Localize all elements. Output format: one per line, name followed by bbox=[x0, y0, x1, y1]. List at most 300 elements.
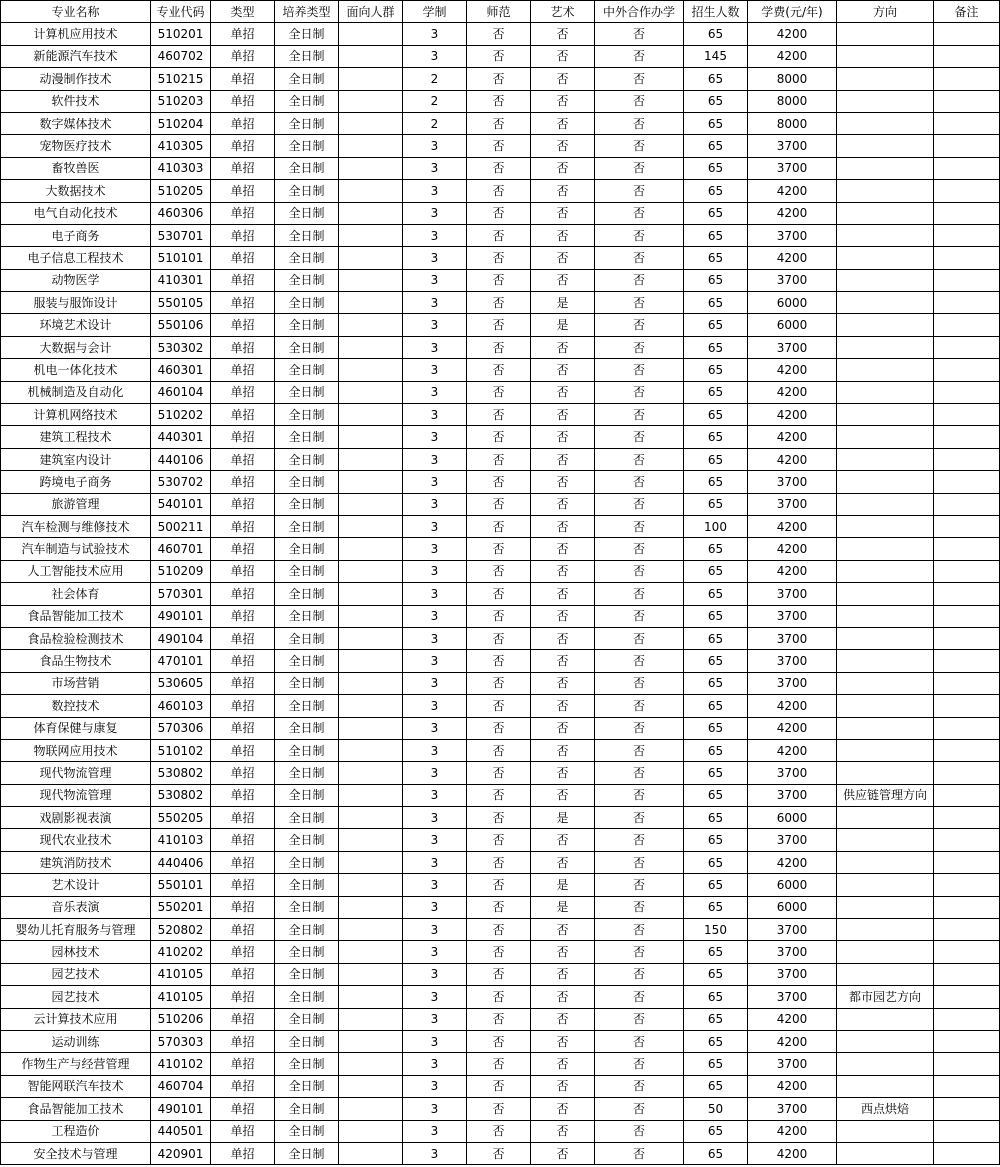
table-row bbox=[1, 515, 1000, 537]
enrollment-cell: 50 bbox=[684, 1098, 748, 1120]
normal-cell: 否 bbox=[467, 583, 531, 605]
major-name-header: 专业名称 bbox=[1, 1, 151, 23]
direction-cell bbox=[837, 45, 934, 67]
major-name-cell: 旅游管理 bbox=[1, 493, 151, 515]
enrollment-cell: 65 bbox=[684, 135, 748, 157]
target-group-cell bbox=[339, 986, 403, 1008]
table-row bbox=[1, 762, 1000, 784]
joint-program-cell: 否 bbox=[595, 739, 684, 761]
target-group-cell bbox=[339, 493, 403, 515]
enrollment-cell: 65 bbox=[684, 1120, 748, 1142]
joint-program-cell: 否 bbox=[595, 157, 684, 179]
duration-cell: 3 bbox=[403, 224, 467, 246]
major-name-cell: 跨境电子商务 bbox=[1, 471, 151, 493]
major-code-cell: 490101 bbox=[151, 605, 211, 627]
type-cell: 单招 bbox=[211, 762, 275, 784]
normal-cell: 否 bbox=[467, 157, 531, 179]
direction-cell bbox=[837, 1053, 934, 1075]
remarks-cell bbox=[934, 1030, 1000, 1052]
tuition-cell: 6000 bbox=[748, 292, 837, 314]
major-code-cell: 410105 bbox=[151, 963, 211, 985]
table-row bbox=[1, 112, 1000, 134]
direction-cell: 供应链管理方向 bbox=[837, 784, 934, 806]
training-type-cell: 全日制 bbox=[275, 963, 339, 985]
major-code-cell: 410303 bbox=[151, 157, 211, 179]
major-name-cell: 建筑消防技术 bbox=[1, 851, 151, 873]
art-cell: 否 bbox=[531, 381, 595, 403]
table-row bbox=[1, 717, 1000, 739]
duration-cell: 2 bbox=[403, 90, 467, 112]
art-cell: 是 bbox=[531, 874, 595, 896]
table-row bbox=[1, 896, 1000, 918]
art-cell: 否 bbox=[531, 605, 595, 627]
art-cell: 否 bbox=[531, 1120, 595, 1142]
major-code-cell: 570301 bbox=[151, 583, 211, 605]
table-row bbox=[1, 605, 1000, 627]
joint-program-cell: 否 bbox=[595, 1075, 684, 1097]
major-name-cell: 食品检验检测技术 bbox=[1, 627, 151, 649]
major-name-cell: 电子商务 bbox=[1, 224, 151, 246]
joint-program-cell: 否 bbox=[595, 1142, 684, 1164]
art-cell: 否 bbox=[531, 538, 595, 560]
training-type-cell: 全日制 bbox=[275, 941, 339, 963]
table-row bbox=[1, 1120, 1000, 1142]
duration-cell: 3 bbox=[403, 762, 467, 784]
tuition-cell: 4200 bbox=[748, 202, 837, 224]
remarks-cell bbox=[934, 359, 1000, 381]
major-name-cell: 服装与服饰设计 bbox=[1, 292, 151, 314]
art-cell: 否 bbox=[531, 627, 595, 649]
major-name-cell: 园艺技术 bbox=[1, 986, 151, 1008]
tuition-cell: 4200 bbox=[748, 695, 837, 717]
tuition-cell: 3700 bbox=[748, 583, 837, 605]
enrollment-cell: 150 bbox=[684, 919, 748, 941]
enrollment-cell: 65 bbox=[684, 695, 748, 717]
remarks-cell bbox=[934, 986, 1000, 1008]
normal-cell: 否 bbox=[467, 224, 531, 246]
direction-cell bbox=[837, 739, 934, 761]
training-type-cell: 全日制 bbox=[275, 695, 339, 717]
remarks-cell bbox=[934, 762, 1000, 784]
remarks-cell bbox=[934, 224, 1000, 246]
art-cell: 否 bbox=[531, 180, 595, 202]
art-cell: 否 bbox=[531, 68, 595, 90]
major-name-cell: 机械制造及自动化 bbox=[1, 381, 151, 403]
training-type-cell: 全日制 bbox=[275, 874, 339, 896]
tuition-cell: 4200 bbox=[748, 1030, 837, 1052]
training-type-cell: 全日制 bbox=[275, 807, 339, 829]
joint-program-cell: 否 bbox=[595, 515, 684, 537]
type-cell: 单招 bbox=[211, 269, 275, 291]
type-cell: 单招 bbox=[211, 292, 275, 314]
enrollment-cell: 65 bbox=[684, 1053, 748, 1075]
joint-program-cell: 否 bbox=[595, 807, 684, 829]
target-group-cell bbox=[339, 941, 403, 963]
joint-program-cell: 否 bbox=[595, 314, 684, 336]
training-type-cell: 全日制 bbox=[275, 986, 339, 1008]
duration-cell: 3 bbox=[403, 381, 467, 403]
duration-cell: 3 bbox=[403, 202, 467, 224]
type-cell: 单招 bbox=[211, 919, 275, 941]
art-cell: 否 bbox=[531, 1008, 595, 1030]
target-group-cell bbox=[339, 381, 403, 403]
normal-cell: 否 bbox=[467, 68, 531, 90]
target-group-cell bbox=[339, 829, 403, 851]
remarks-cell bbox=[934, 1008, 1000, 1030]
direction-cell: 都市园艺方向 bbox=[837, 986, 934, 1008]
joint-program-cell: 否 bbox=[595, 784, 684, 806]
training-type-cell: 全日制 bbox=[275, 896, 339, 918]
type-cell: 单招 bbox=[211, 426, 275, 448]
normal-cell: 否 bbox=[467, 538, 531, 560]
duration-cell: 2 bbox=[403, 112, 467, 134]
normal-cell: 否 bbox=[467, 919, 531, 941]
target-group-cell bbox=[339, 963, 403, 985]
major-code-cell: 440106 bbox=[151, 448, 211, 470]
enrollment-cell: 65 bbox=[684, 986, 748, 1008]
training-type-cell: 全日制 bbox=[275, 1053, 339, 1075]
tuition-cell: 4200 bbox=[748, 1120, 837, 1142]
tuition-cell: 4200 bbox=[748, 739, 837, 761]
joint-program-cell: 否 bbox=[595, 180, 684, 202]
direction-cell bbox=[837, 627, 934, 649]
joint-program-cell: 否 bbox=[595, 762, 684, 784]
type-header: 类型 bbox=[211, 1, 275, 23]
normal-cell: 否 bbox=[467, 986, 531, 1008]
training-type-cell: 全日制 bbox=[275, 560, 339, 582]
training-type-cell: 全日制 bbox=[275, 336, 339, 358]
major-code-cell: 440301 bbox=[151, 426, 211, 448]
tuition-cell: 3700 bbox=[748, 1098, 837, 1120]
type-cell: 单招 bbox=[211, 471, 275, 493]
major-code-header: 专业代码 bbox=[151, 1, 211, 23]
normal-cell: 否 bbox=[467, 515, 531, 537]
art-cell: 否 bbox=[531, 851, 595, 873]
major-name-cell: 物联网应用技术 bbox=[1, 739, 151, 761]
type-cell: 单招 bbox=[211, 493, 275, 515]
major-name-cell: 云计算技术应用 bbox=[1, 1008, 151, 1030]
duration-cell: 3 bbox=[403, 538, 467, 560]
tuition-cell: 4200 bbox=[748, 359, 837, 381]
training-type-cell: 全日制 bbox=[275, 359, 339, 381]
tuition-cell: 3700 bbox=[748, 986, 837, 1008]
art-cell: 否 bbox=[531, 1075, 595, 1097]
art-header: 艺术 bbox=[531, 1, 595, 23]
table-row bbox=[1, 68, 1000, 90]
table-row bbox=[1, 426, 1000, 448]
major-name-cell: 安全技术与管理 bbox=[1, 1142, 151, 1164]
enrollment-cell: 65 bbox=[684, 426, 748, 448]
training-type-cell: 全日制 bbox=[275, 672, 339, 694]
direction-cell bbox=[837, 650, 934, 672]
type-cell: 单招 bbox=[211, 90, 275, 112]
normal-cell: 否 bbox=[467, 1053, 531, 1075]
training-type-cell: 全日制 bbox=[275, 627, 339, 649]
type-cell: 单招 bbox=[211, 135, 275, 157]
enrollment-cell: 65 bbox=[684, 23, 748, 45]
type-cell: 单招 bbox=[211, 1098, 275, 1120]
tuition-cell: 4200 bbox=[748, 426, 837, 448]
major-code-cell: 530802 bbox=[151, 784, 211, 806]
joint-program-cell: 否 bbox=[595, 896, 684, 918]
art-cell: 否 bbox=[531, 829, 595, 851]
enrollment-cell: 65 bbox=[684, 1008, 748, 1030]
art-cell: 否 bbox=[531, 650, 595, 672]
major-name-cell: 戏剧影视表演 bbox=[1, 807, 151, 829]
art-cell: 否 bbox=[531, 515, 595, 537]
major-name-cell: 汽车制造与试验技术 bbox=[1, 538, 151, 560]
type-cell: 单招 bbox=[211, 1008, 275, 1030]
major-code-cell: 490101 bbox=[151, 1098, 211, 1120]
target-group-cell bbox=[339, 292, 403, 314]
direction-cell bbox=[837, 90, 934, 112]
normal-cell: 否 bbox=[467, 695, 531, 717]
training-type-cell: 全日制 bbox=[275, 538, 339, 560]
major-code-cell: 410105 bbox=[151, 986, 211, 1008]
remarks-cell bbox=[934, 695, 1000, 717]
art-cell: 否 bbox=[531, 157, 595, 179]
joint-program-cell: 否 bbox=[595, 269, 684, 291]
tuition-cell: 4200 bbox=[748, 1075, 837, 1097]
type-cell: 单招 bbox=[211, 180, 275, 202]
tuition-cell: 3700 bbox=[748, 224, 837, 246]
direction-cell bbox=[837, 941, 934, 963]
table-row bbox=[1, 874, 1000, 896]
direction-cell bbox=[837, 292, 934, 314]
major-code-cell: 570303 bbox=[151, 1030, 211, 1052]
enrollment-cell: 65 bbox=[684, 1142, 748, 1164]
table-row bbox=[1, 1053, 1000, 1075]
normal-cell: 否 bbox=[467, 627, 531, 649]
normal-cell: 否 bbox=[467, 762, 531, 784]
training-type-cell: 全日制 bbox=[275, 292, 339, 314]
direction-cell bbox=[837, 560, 934, 582]
art-cell: 否 bbox=[531, 45, 595, 67]
remarks-cell bbox=[934, 851, 1000, 873]
art-cell: 否 bbox=[531, 1142, 595, 1164]
training-type-cell: 全日制 bbox=[275, 493, 339, 515]
normal-cell: 否 bbox=[467, 1075, 531, 1097]
type-cell: 单招 bbox=[211, 336, 275, 358]
duration-cell: 3 bbox=[403, 963, 467, 985]
major-code-cell: 510203 bbox=[151, 90, 211, 112]
remarks-cell bbox=[934, 1142, 1000, 1164]
joint-program-cell: 否 bbox=[595, 1030, 684, 1052]
remarks-cell bbox=[934, 493, 1000, 515]
art-cell: 否 bbox=[531, 135, 595, 157]
type-cell: 单招 bbox=[211, 851, 275, 873]
art-cell: 是 bbox=[531, 807, 595, 829]
major-code-cell: 550101 bbox=[151, 874, 211, 896]
remarks-cell bbox=[934, 874, 1000, 896]
type-cell: 单招 bbox=[211, 404, 275, 426]
major-name-cell: 艺术设计 bbox=[1, 874, 151, 896]
normal-cell: 否 bbox=[467, 896, 531, 918]
direction-cell bbox=[837, 851, 934, 873]
joint-program-cell: 否 bbox=[595, 829, 684, 851]
enrollment-cell: 65 bbox=[684, 1030, 748, 1052]
training-type-cell: 全日制 bbox=[275, 784, 339, 806]
remarks-cell bbox=[934, 112, 1000, 134]
target-group-cell bbox=[339, 627, 403, 649]
major-code-cell: 510201 bbox=[151, 23, 211, 45]
major-code-cell: 510101 bbox=[151, 247, 211, 269]
table-row bbox=[1, 336, 1000, 358]
art-cell: 否 bbox=[531, 23, 595, 45]
training-type-cell: 全日制 bbox=[275, 1030, 339, 1052]
remarks-header: 备注 bbox=[934, 1, 1000, 23]
art-cell: 否 bbox=[531, 986, 595, 1008]
table-row bbox=[1, 23, 1000, 45]
remarks-cell bbox=[934, 404, 1000, 426]
training-type-cell: 全日制 bbox=[275, 1120, 339, 1142]
tuition-cell: 4200 bbox=[748, 381, 837, 403]
target-group-cell bbox=[339, 515, 403, 537]
target-group-cell bbox=[339, 426, 403, 448]
major-code-cell: 510215 bbox=[151, 68, 211, 90]
remarks-cell bbox=[934, 23, 1000, 45]
remarks-cell bbox=[934, 336, 1000, 358]
tuition-cell: 4200 bbox=[748, 180, 837, 202]
type-cell: 单招 bbox=[211, 247, 275, 269]
joint-program-cell: 否 bbox=[595, 426, 684, 448]
type-cell: 单招 bbox=[211, 896, 275, 918]
training-type-cell: 全日制 bbox=[275, 448, 339, 470]
major-name-cell: 现代农业技术 bbox=[1, 829, 151, 851]
training-type-cell: 全日制 bbox=[275, 515, 339, 537]
major-name-cell: 动物医学 bbox=[1, 269, 151, 291]
normal-cell: 否 bbox=[467, 1098, 531, 1120]
major-code-cell: 460701 bbox=[151, 538, 211, 560]
duration-cell: 3 bbox=[403, 292, 467, 314]
target-group-cell bbox=[339, 112, 403, 134]
type-cell: 单招 bbox=[211, 963, 275, 985]
enrollment-cell: 100 bbox=[684, 515, 748, 537]
direction-cell bbox=[837, 23, 934, 45]
direction-cell bbox=[837, 68, 934, 90]
tuition-cell: 3700 bbox=[748, 627, 837, 649]
table-row bbox=[1, 538, 1000, 560]
target-group-cell bbox=[339, 404, 403, 426]
major-name-cell: 畜牧兽医 bbox=[1, 157, 151, 179]
normal-cell: 否 bbox=[467, 1008, 531, 1030]
art-cell: 是 bbox=[531, 314, 595, 336]
normal-cell: 否 bbox=[467, 448, 531, 470]
table-row bbox=[1, 448, 1000, 470]
type-cell: 单招 bbox=[211, 381, 275, 403]
tuition-cell: 8000 bbox=[748, 90, 837, 112]
major-code-cell: 520802 bbox=[151, 919, 211, 941]
table-row bbox=[1, 1008, 1000, 1030]
major-code-cell: 460704 bbox=[151, 1075, 211, 1097]
enrollment-cell: 65 bbox=[684, 90, 748, 112]
major-code-cell: 550106 bbox=[151, 314, 211, 336]
duration-cell: 3 bbox=[403, 1030, 467, 1052]
enrollment-cell: 65 bbox=[684, 359, 748, 381]
normal-cell: 否 bbox=[467, 717, 531, 739]
tuition-cell: 3700 bbox=[748, 1053, 837, 1075]
art-cell: 否 bbox=[531, 717, 595, 739]
major-name-cell: 数控技术 bbox=[1, 695, 151, 717]
remarks-cell bbox=[934, 650, 1000, 672]
joint-program-cell: 否 bbox=[595, 538, 684, 560]
training-type-cell: 全日制 bbox=[275, 224, 339, 246]
training-type-cell: 全日制 bbox=[275, 90, 339, 112]
target-group-cell bbox=[339, 739, 403, 761]
target-group-header: 面向人群 bbox=[339, 1, 403, 23]
type-cell: 单招 bbox=[211, 1075, 275, 1097]
remarks-cell bbox=[934, 247, 1000, 269]
normal-cell: 否 bbox=[467, 739, 531, 761]
art-cell: 否 bbox=[531, 224, 595, 246]
target-group-cell bbox=[339, 650, 403, 672]
tuition-cell: 4200 bbox=[748, 45, 837, 67]
remarks-cell bbox=[934, 157, 1000, 179]
target-group-cell bbox=[339, 1142, 403, 1164]
table-row bbox=[1, 314, 1000, 336]
enrollment-cell: 65 bbox=[684, 247, 748, 269]
art-cell: 否 bbox=[531, 762, 595, 784]
major-code-cell: 510205 bbox=[151, 180, 211, 202]
remarks-cell bbox=[934, 426, 1000, 448]
art-cell: 否 bbox=[531, 471, 595, 493]
tuition-header: 学费(元/年) bbox=[748, 1, 837, 23]
remarks-cell bbox=[934, 180, 1000, 202]
target-group-cell bbox=[339, 560, 403, 582]
table-row bbox=[1, 135, 1000, 157]
direction-cell bbox=[837, 1030, 934, 1052]
remarks-cell bbox=[934, 829, 1000, 851]
target-group-cell bbox=[339, 448, 403, 470]
direction-cell bbox=[837, 695, 934, 717]
target-group-cell bbox=[339, 471, 403, 493]
remarks-cell bbox=[934, 919, 1000, 941]
table-row bbox=[1, 627, 1000, 649]
enrollment-cell: 65 bbox=[684, 941, 748, 963]
tuition-cell: 3700 bbox=[748, 269, 837, 291]
major-code-cell: 530302 bbox=[151, 336, 211, 358]
training-type-cell: 全日制 bbox=[275, 202, 339, 224]
direction-cell bbox=[837, 359, 934, 381]
joint-program-cell: 否 bbox=[595, 986, 684, 1008]
major-code-cell: 410102 bbox=[151, 1053, 211, 1075]
training-type-header: 培养类型 bbox=[275, 1, 339, 23]
normal-cell: 否 bbox=[467, 1142, 531, 1164]
joint-program-cell: 否 bbox=[595, 627, 684, 649]
table-row bbox=[1, 807, 1000, 829]
table-row bbox=[1, 739, 1000, 761]
remarks-cell bbox=[934, 471, 1000, 493]
duration-cell: 3 bbox=[403, 1142, 467, 1164]
major-name-cell: 大数据技术 bbox=[1, 180, 151, 202]
enrollment-cell: 65 bbox=[684, 493, 748, 515]
tuition-cell: 3700 bbox=[748, 650, 837, 672]
art-cell: 否 bbox=[531, 583, 595, 605]
enrollment-cell: 65 bbox=[684, 157, 748, 179]
normal-cell: 否 bbox=[467, 874, 531, 896]
table-row bbox=[1, 45, 1000, 67]
type-cell: 单招 bbox=[211, 672, 275, 694]
training-type-cell: 全日制 bbox=[275, 404, 339, 426]
direction-cell bbox=[837, 269, 934, 291]
duration-cell: 3 bbox=[403, 717, 467, 739]
tuition-cell: 3700 bbox=[748, 919, 837, 941]
table-row bbox=[1, 829, 1000, 851]
joint-program-cell: 否 bbox=[595, 135, 684, 157]
joint-program-cell: 否 bbox=[595, 717, 684, 739]
duration-cell: 3 bbox=[403, 941, 467, 963]
major-code-cell: 490104 bbox=[151, 627, 211, 649]
